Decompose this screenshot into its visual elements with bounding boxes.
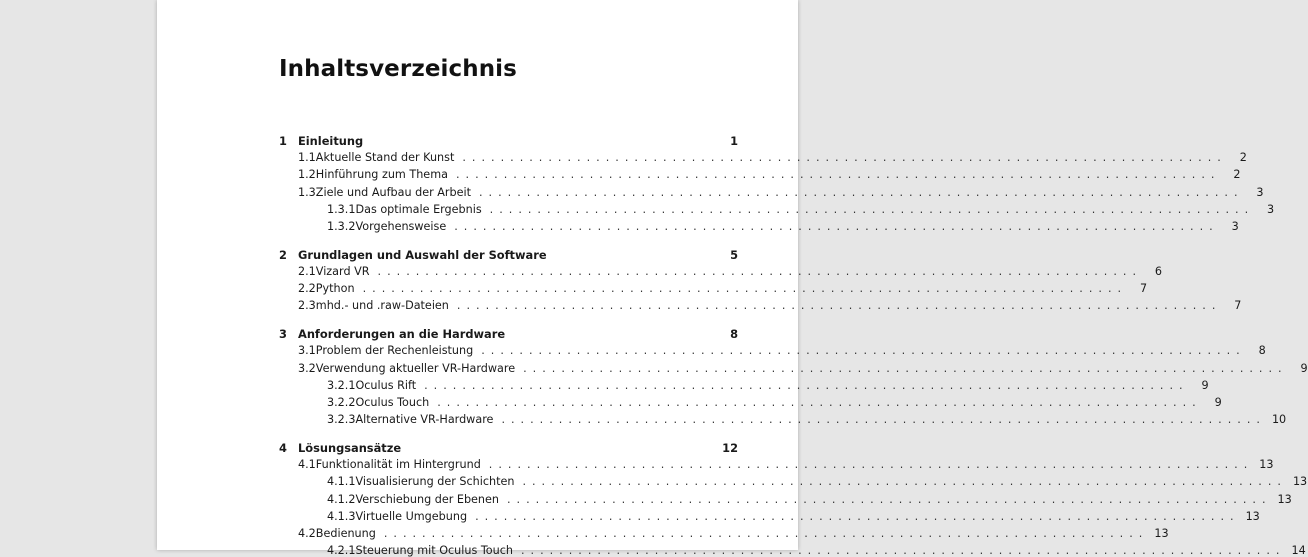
toc-dot-leader: ................................................................................	[523, 361, 1288, 375]
toc-entry-label: Grundlagen und Auswahl der Software	[298, 247, 547, 262]
toc-section-entry[interactable]	[327, 544, 1306, 557]
toc-entry-label: Bedienung	[315, 527, 376, 540]
toc-dot-leader: ................................................................................	[522, 475, 1287, 489]
toc-entry-page: 8	[1258, 344, 1266, 358]
toc-dot-leader: ................................................................................	[507, 492, 1272, 506]
toc-entry-number: 4.1.2	[327, 492, 356, 506]
toc-section-entry[interactable]	[327, 509, 1260, 523]
toc-entry-number: 2	[279, 247, 287, 262]
toc-entry-page: 13	[1154, 527, 1169, 540]
toc-entry-label: Hinführung zum Thema	[315, 168, 448, 182]
toc-entry-number: 3	[279, 327, 287, 342]
toc-entry-label: Einleitung	[298, 134, 364, 148]
toc-entry-label: Lösungsansätze	[298, 441, 402, 455]
toc-entry-page: 9	[1201, 378, 1209, 392]
toc-dot-leader: ................................................................................	[462, 151, 1227, 165]
toc-section-entry[interactable]	[298, 299, 1242, 313]
toc-dot-leader: ................................................................................	[362, 282, 1128, 296]
toc-entry-label: Vorgehensweise	[355, 220, 447, 233]
toc-section-entry[interactable]	[327, 378, 1209, 392]
toc-entry-number: 3.1	[298, 344, 316, 358]
toc-section-entry[interactable]	[327, 220, 1239, 233]
toc-entry-page: 8	[730, 327, 738, 342]
toc-entry-number: 4.1.1	[327, 475, 356, 489]
toc-dot-leader: ................................................................................	[377, 265, 1143, 278]
toc-section-entry[interactable]	[298, 344, 1266, 358]
toc-section-entry[interactable]	[298, 527, 1169, 540]
toc-section-entry[interactable]	[298, 185, 1264, 199]
toc-dot-leader: ................................................................................	[479, 185, 1244, 199]
toc-entry-page: 3	[1231, 220, 1239, 233]
toc-chapter-entry[interactable]	[279, 327, 738, 341]
toc-section-entry[interactable]	[298, 265, 1163, 278]
toc-entry-page: 5	[730, 247, 738, 262]
toc-entry-page: 3	[1256, 185, 1264, 199]
toc-entry-label: Anforderungen an die Hardware	[298, 327, 506, 342]
toc-chapter-entry[interactable]	[279, 441, 738, 455]
toc-entry-label: Aktuelle Stand der Kunst	[315, 151, 455, 165]
toc-entry-page: 14	[1291, 544, 1306, 557]
toc-entry-number: 3.2.1	[327, 378, 356, 392]
toc-dot-leader: ................................................................................	[456, 299, 1222, 313]
toc-entry-label: Das optimale Ergebnis	[355, 202, 482, 216]
toc-title: Inhaltsverzeichnis	[279, 56, 517, 82]
toc-dot-leader: ................................................................................	[520, 544, 1286, 557]
toc-entry-number: 4	[279, 441, 287, 455]
toc-entry-label: Oculus Touch	[355, 396, 430, 409]
document-page	[157, 0, 1308, 557]
toc-entry-page: 2	[1239, 151, 1247, 165]
toc-dot-leader: ................................................................................	[383, 527, 1149, 540]
toc-entry-page: 10	[1271, 413, 1287, 427]
toc-chapter-entry[interactable]	[279, 134, 738, 148]
toc-section-entry[interactable]	[327, 492, 1292, 506]
toc-dot-leader: ................................................................................	[455, 168, 1221, 182]
toc-section-entry[interactable]	[298, 361, 1308, 375]
toc-entry-label: Alternative VR-Hardware	[355, 413, 494, 427]
toc-entry-number: 4.2	[298, 527, 316, 540]
toc-entry-number: 1.1	[298, 151, 316, 165]
toc-entry-label: Oculus Rift	[355, 378, 417, 392]
toc-entry-number: 4.1.3	[327, 509, 356, 523]
toc-entry-page: 13	[1277, 492, 1292, 506]
toc-entry-label: Ziele und Aufbau der Arbeit	[315, 185, 471, 199]
toc-entry-number: 2.2	[298, 282, 316, 296]
toc-section-entry[interactable]	[298, 458, 1274, 472]
toc-entry-page: 7	[1139, 282, 1148, 296]
toc-entry-number: 1.3.1	[327, 202, 356, 216]
toc-entry-page: 13	[1245, 509, 1260, 523]
toc-dot-leader: ................................................................................	[481, 344, 1246, 358]
toc-entry-label: Virtuelle Umgebung	[355, 509, 468, 523]
toc-entry-label: Funktionalität im Hintergrund	[315, 458, 481, 472]
toc-entry-number: 1.2	[298, 168, 316, 182]
toc-section-entry[interactable]	[298, 282, 1148, 296]
toc-entry-page: 6	[1154, 265, 1163, 278]
toc-entry-number: 3.2.3	[327, 413, 356, 427]
toc-entry-number: 4.2.1	[327, 544, 356, 557]
toc-entry-number: 2.3	[298, 299, 316, 313]
toc-entry-label: mhd.- und .raw-Dateien	[315, 299, 449, 313]
toc-entry-label: Verschiebung der Ebenen	[355, 492, 499, 506]
toc-section-entry[interactable]	[298, 168, 1241, 182]
toc-entry-label: Vizard VR	[315, 265, 370, 278]
toc-entry-label: Steuerung mit Oculus Touch	[355, 544, 513, 557]
toc-entry-page: 9	[1214, 396, 1222, 409]
toc-dot-leader: ................................................................................	[488, 458, 1254, 472]
toc-entry-label: Visualisierung der Schichten	[355, 475, 515, 489]
toc-entry-number: 4.1	[298, 458, 316, 472]
toc-entry-number: 3.2	[298, 361, 316, 375]
toc-entry-page: 9	[1300, 361, 1308, 375]
toc-dot-leader: ................................................................................	[501, 413, 1266, 427]
toc-section-entry[interactable]	[298, 151, 1247, 165]
toc-dot-leader: ................................................................................	[489, 202, 1255, 216]
toc-entry-page: 7	[1234, 299, 1242, 313]
toc-dot-leader: ................................................................................	[475, 509, 1240, 523]
toc-dot-leader: ................................................................................	[424, 378, 1189, 392]
toc-entry-page: 3	[1267, 202, 1275, 216]
toc-entry-number: 3.2.2	[327, 396, 356, 409]
toc-chapter-entry[interactable]	[279, 248, 738, 262]
toc-entry-page: 13	[1292, 475, 1308, 489]
toc-entry-number: 1	[279, 134, 287, 148]
toc-entry-label: Python	[315, 282, 355, 296]
toc-section-entry[interactable]	[327, 202, 1275, 216]
toc-entry-page: 1	[730, 134, 738, 148]
toc-entry-page: 12	[722, 441, 738, 455]
toc-entry-number: 1.3.2	[327, 220, 356, 233]
toc-section-entry[interactable]	[327, 396, 1222, 409]
toc-dot-leader: ................................................................................	[437, 396, 1202, 409]
toc-section-entry[interactable]	[327, 475, 1308, 489]
toc-entry-number: 1.3	[298, 185, 316, 199]
toc-section-entry[interactable]	[327, 413, 1287, 427]
toc-dot-leader: ................................................................................	[454, 220, 1219, 233]
toc-entry-number: 2.1	[298, 265, 316, 278]
toc-entry-label: Verwendung aktueller VR-Hardware	[315, 361, 516, 375]
toc-entry-label: Problem der Rechenleistung	[315, 344, 474, 358]
toc-entry-page: 13	[1259, 458, 1274, 472]
toc-entry-page: 2	[1233, 168, 1241, 182]
